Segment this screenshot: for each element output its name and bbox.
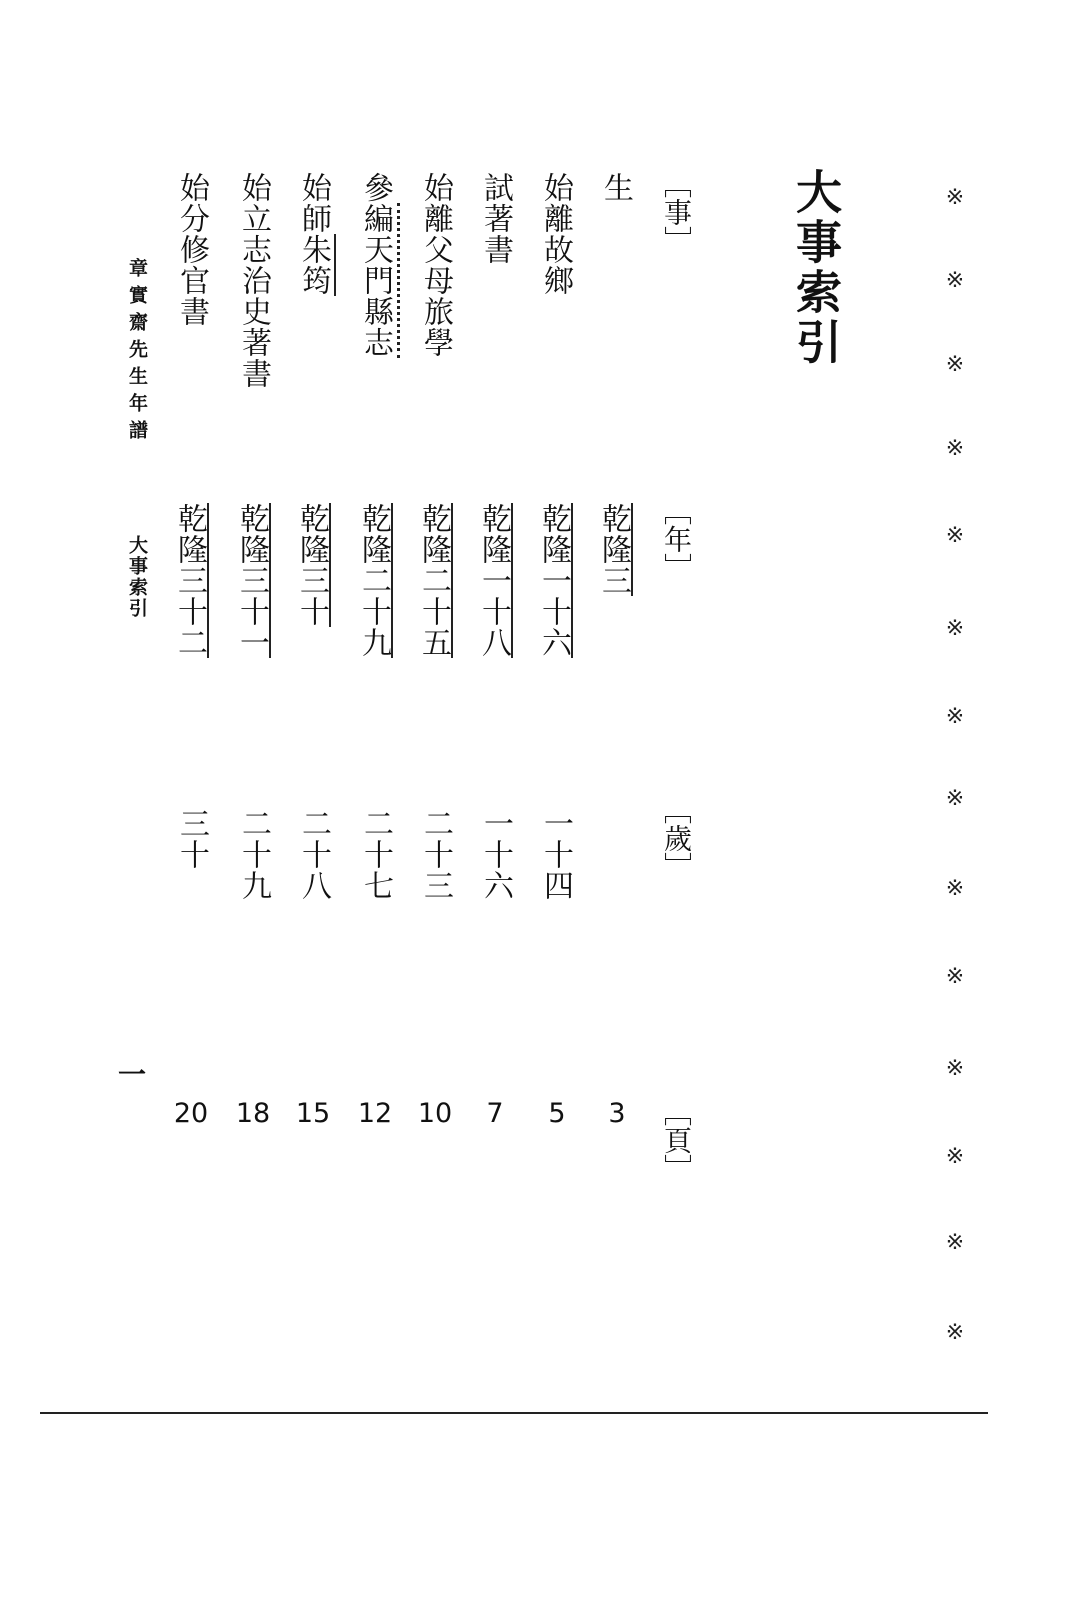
border-ornament: ※ xyxy=(945,268,965,293)
event-label: 始離父母旅學 xyxy=(418,172,453,358)
border-ornament: ※ xyxy=(945,523,965,548)
border-ornament: ※ xyxy=(945,786,965,811)
page-number: 20 xyxy=(173,1098,209,1129)
border-ornament: ※ xyxy=(945,616,965,641)
event-verb: 始師 xyxy=(296,172,331,234)
border-ornament: ※ xyxy=(945,704,965,729)
age-label: 二十七 xyxy=(358,808,393,901)
border-ornament: ※ xyxy=(945,1320,965,1345)
age-label: 二十八 xyxy=(296,808,331,901)
page-number: 3 xyxy=(608,1098,626,1129)
event-label: 試著書 xyxy=(478,172,513,265)
age-label: 二十三 xyxy=(418,808,453,901)
event-label: 始立志治史著書 xyxy=(236,172,271,389)
event-label xyxy=(358,172,393,358)
year-label: 乾隆二十九 xyxy=(356,503,391,658)
year-label: 乾隆一十六 xyxy=(536,503,571,658)
border-ornament: ※ xyxy=(945,876,965,901)
page-number: 10 xyxy=(417,1098,453,1129)
page-number: 12 xyxy=(357,1098,393,1129)
page-number: 15 xyxy=(295,1098,331,1129)
year-label: 乾隆一十八 xyxy=(476,503,511,658)
event-label: 始離故鄉 xyxy=(538,172,573,296)
header-year: ［年］ xyxy=(660,497,693,581)
page-number: 5 xyxy=(548,1098,566,1129)
year-label: 乾隆三十 xyxy=(294,503,329,627)
header-page: ［頁］ xyxy=(660,1098,693,1182)
border-ornament: ※ xyxy=(945,352,965,377)
year-label: 乾隆三 xyxy=(596,503,631,596)
header-event: ［事］ xyxy=(660,170,693,254)
book-title-mark: 編天門縣志 xyxy=(358,203,400,358)
event-verb: 參 xyxy=(358,172,393,203)
running-section: 大事索引 xyxy=(126,535,148,619)
header-age: ［歲］ xyxy=(660,796,693,880)
person-name-mark: 朱筠 xyxy=(296,234,336,296)
age-label: 一十四 xyxy=(538,808,573,901)
year-label: 乾隆三十二 xyxy=(172,503,207,658)
page-title: 大事索引 xyxy=(789,168,843,368)
border-ornament: ※ xyxy=(945,1056,965,1081)
folio-number: 一 xyxy=(118,1058,147,1091)
event-label: 生 xyxy=(598,172,633,203)
age-label: 二十九 xyxy=(236,808,271,901)
event-label: 始分修官書 xyxy=(174,172,209,327)
year-label: 乾隆二十五 xyxy=(416,503,451,658)
year-label: 乾隆三十一 xyxy=(234,503,269,658)
border-ornament: ※ xyxy=(945,436,965,461)
bottom-rule xyxy=(40,1412,988,1414)
age-label: 一十六 xyxy=(478,808,513,901)
age-label: 三十 xyxy=(174,808,209,870)
border-ornament: ※ xyxy=(945,1144,965,1169)
border-ornament: ※ xyxy=(945,185,965,210)
border-ornament: ※ xyxy=(945,964,965,989)
page-number: 18 xyxy=(235,1098,271,1129)
border-ornament: ※ xyxy=(945,1230,965,1255)
event-label xyxy=(296,172,331,296)
page-number: 7 xyxy=(486,1098,504,1129)
running-title: 章實齋先生年譜 xyxy=(126,258,148,447)
